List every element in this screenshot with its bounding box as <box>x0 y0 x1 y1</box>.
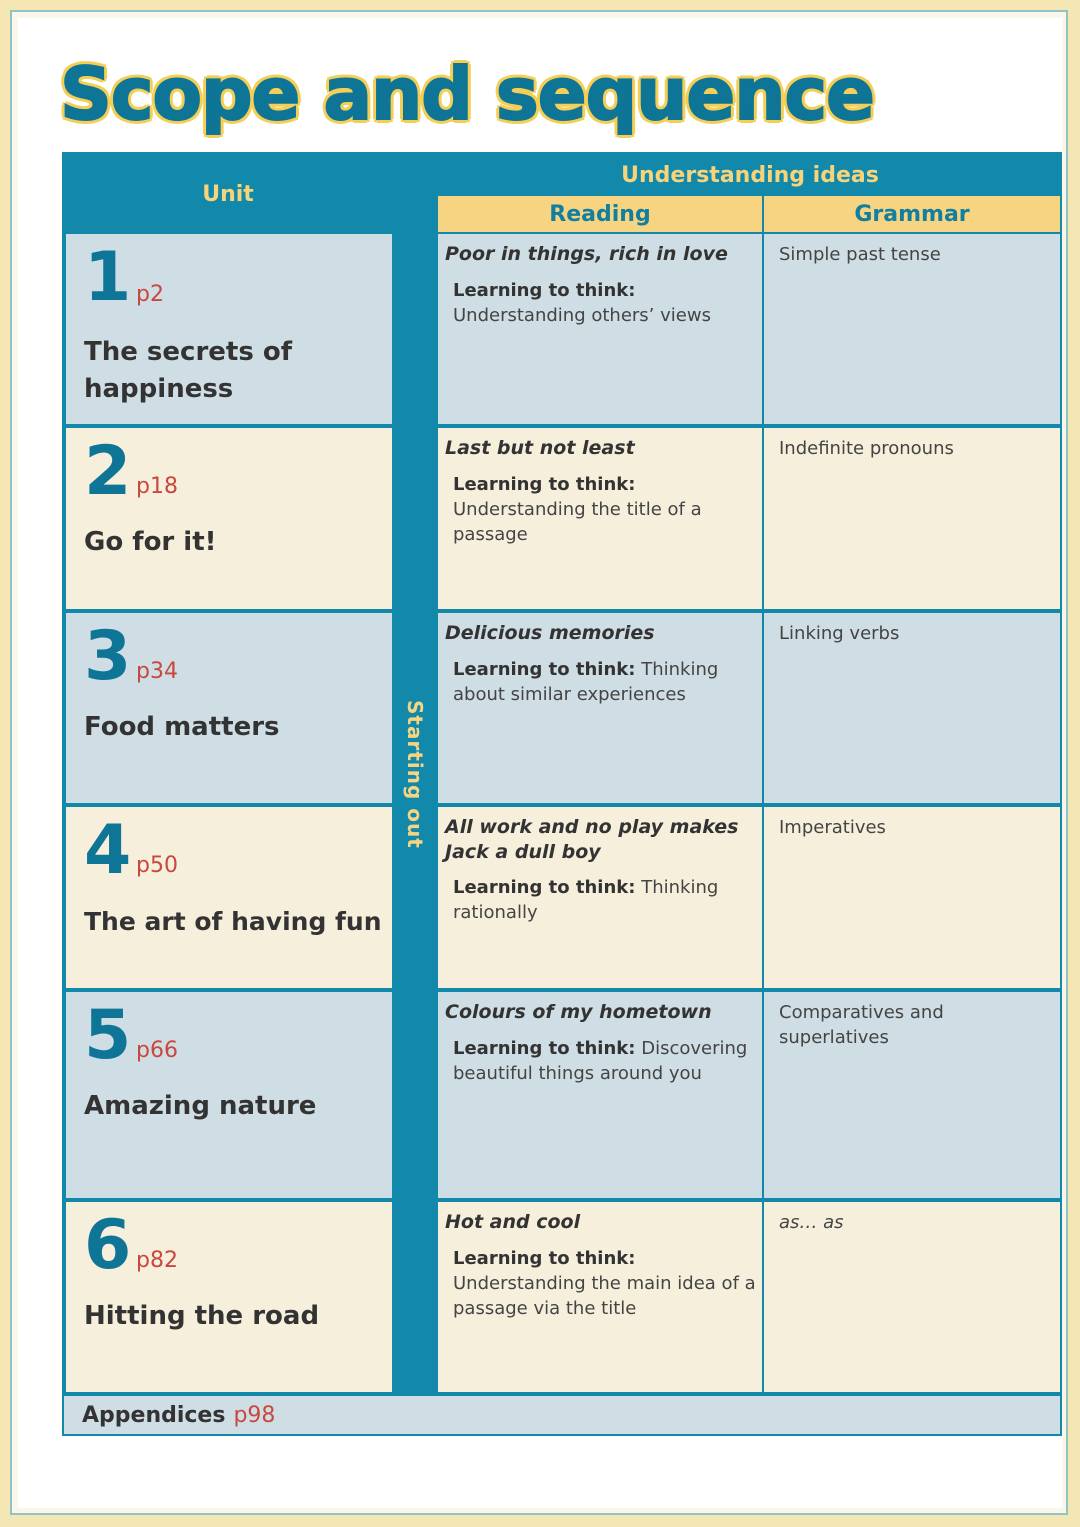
learning-to-think <box>453 472 758 547</box>
unit-title: Food matters <box>84 712 280 742</box>
learning-to-think <box>453 278 758 328</box>
reading-title: Delicious memories <box>445 622 655 644</box>
think-text: Thinking rationally <box>453 877 719 923</box>
think-label: Learning to think: <box>453 877 636 898</box>
think-label: Learning to think: <box>453 474 636 495</box>
learning-to-think <box>453 875 758 925</box>
scope-table <box>62 152 1062 1436</box>
page-title: Scope and sequence <box>60 52 874 136</box>
learning-to-think <box>453 657 758 707</box>
unit-cell <box>66 613 392 803</box>
unit-title: The art of having fun <box>84 907 382 936</box>
reading-title: Colours of my hometown <box>445 1001 712 1023</box>
think-label: Learning to think: <box>453 1038 636 1059</box>
grammar-cell <box>764 613 1060 803</box>
grammar-cell <box>764 1202 1060 1392</box>
grammar-text: Linking verbs <box>779 623 900 644</box>
grammar-text: as… as <box>779 1212 844 1233</box>
appendices-label: Appendices <box>82 1402 226 1428</box>
unit-cell <box>66 807 392 988</box>
starting-out-spine <box>394 154 436 1394</box>
reading-cell <box>438 807 762 988</box>
unit-number: 1 <box>84 238 132 317</box>
think-text: Understanding the title of a passage <box>453 499 702 545</box>
grammar-cell <box>764 992 1060 1198</box>
unit-cell <box>66 234 392 424</box>
reading-title: Hot and cool <box>445 1211 581 1233</box>
reading-cell <box>438 234 762 424</box>
unit-number: 2 <box>84 432 132 511</box>
unit-page: p18 <box>136 474 178 499</box>
spine-label: Starting out <box>403 699 427 849</box>
grammar-column-header: Grammar <box>764 196 1060 232</box>
unit-cell <box>66 992 392 1198</box>
unit-column-header: Unit <box>202 181 254 207</box>
think-text: Understanding others’ views <box>453 305 711 326</box>
reading-title: All work and no play makes Jack a dull boy <box>445 816 739 863</box>
learning-to-think <box>453 1036 758 1086</box>
reading-cell <box>438 613 762 803</box>
unit-title: Hitting the road <box>84 1301 320 1331</box>
unit-number: 6 <box>84 1206 132 1285</box>
think-text: Understanding the main idea of a passage via the title <box>453 1273 756 1319</box>
unit-page: p2 <box>136 282 164 307</box>
unit-number: 3 <box>84 617 132 696</box>
unit-page: p82 <box>136 1248 178 1273</box>
unit-number: 4 <box>84 811 132 890</box>
unit-cell <box>66 428 392 609</box>
think-label: Learning to think: <box>453 280 636 301</box>
grammar-cell <box>764 428 1060 609</box>
grammar-text: Imperatives <box>779 817 886 838</box>
grammar-text: Simple past tense <box>779 244 941 265</box>
reading-cell <box>438 1202 762 1392</box>
unit-cell <box>66 1202 392 1392</box>
reading-cell <box>438 992 762 1198</box>
grammar-text: Comparatives and superlatives <box>779 1002 944 1048</box>
unit-page: p66 <box>136 1038 178 1063</box>
unit-title: The secrets of happiness <box>84 337 293 404</box>
grammar-cell <box>764 234 1060 424</box>
unit-number: 5 <box>84 996 132 1075</box>
reading-column-header: Reading <box>438 196 762 232</box>
reading-title: Poor in things, rich in love <box>445 243 728 265</box>
think-label: Learning to think: <box>453 659 636 680</box>
think-label: Learning to think: <box>453 1248 636 1269</box>
unit-title: Go for it! <box>84 527 217 557</box>
think-text: Discovering beautiful things around you <box>453 1038 748 1084</box>
understanding-ideas-header: Understanding ideas <box>621 162 879 188</box>
reading-cell <box>438 428 762 609</box>
think-text: Thinking about similar experiences <box>453 659 719 705</box>
learning-to-think <box>453 1246 758 1321</box>
unit-page: p50 <box>136 853 178 878</box>
appendices-row <box>64 1396 1060 1434</box>
unit-title: Amazing nature <box>84 1091 317 1121</box>
grammar-cell <box>764 807 1060 988</box>
appendices-page: p98 <box>233 1402 276 1428</box>
grammar-text: Indefinite pronouns <box>779 438 954 459</box>
reading-title: Last but not least <box>445 437 635 459</box>
unit-page: p34 <box>136 659 178 684</box>
